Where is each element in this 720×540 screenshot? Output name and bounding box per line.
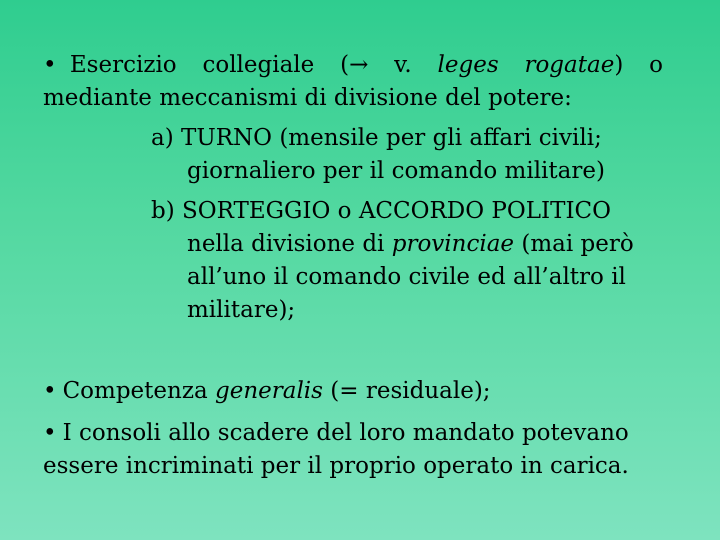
bullet-icon: • <box>43 378 57 404</box>
word: o <box>649 52 663 78</box>
bullet3-line1: • I consoli allo scadere del loro mandato potevano <box>43 420 629 446</box>
bullet1-line1 <box>43 50 663 80</box>
bullet1-line2: mediante meccanismi di divisione del potere: <box>43 85 572 111</box>
word: collegiale <box>202 52 315 78</box>
item-a-line2: giornaliero per il comando militare) <box>187 158 605 184</box>
item-a-line1: a) TURNO (mensile per gli affari civili; <box>151 125 602 151</box>
bullet2: • Competenza generalis (= residuale); <box>43 378 491 404</box>
word: ) <box>614 52 624 78</box>
item-b-line1: b) SORTEGGIO o ACCORDO POLITICO <box>151 198 611 224</box>
word: (→ <box>340 52 369 78</box>
item-b-line2: nella divisione di provinciae (mai però <box>187 231 634 257</box>
word: Esercizio <box>69 52 177 78</box>
word-italic: provinciae <box>391 231 515 257</box>
bullet3-line2: essere incriminati per il proprio operato in carica. <box>43 453 629 479</box>
word: v. <box>394 52 412 78</box>
item-b-line4: militare); <box>187 297 296 323</box>
bullet-icon: • <box>43 420 57 446</box>
word-italic: leges <box>437 52 499 78</box>
word-italic: generalis <box>214 378 323 404</box>
bullet-icon: • <box>43 52 57 78</box>
word-italic: rogatae <box>524 52 615 78</box>
item-b-line3: all’uno il comando civile ed all’altro il <box>187 264 626 290</box>
